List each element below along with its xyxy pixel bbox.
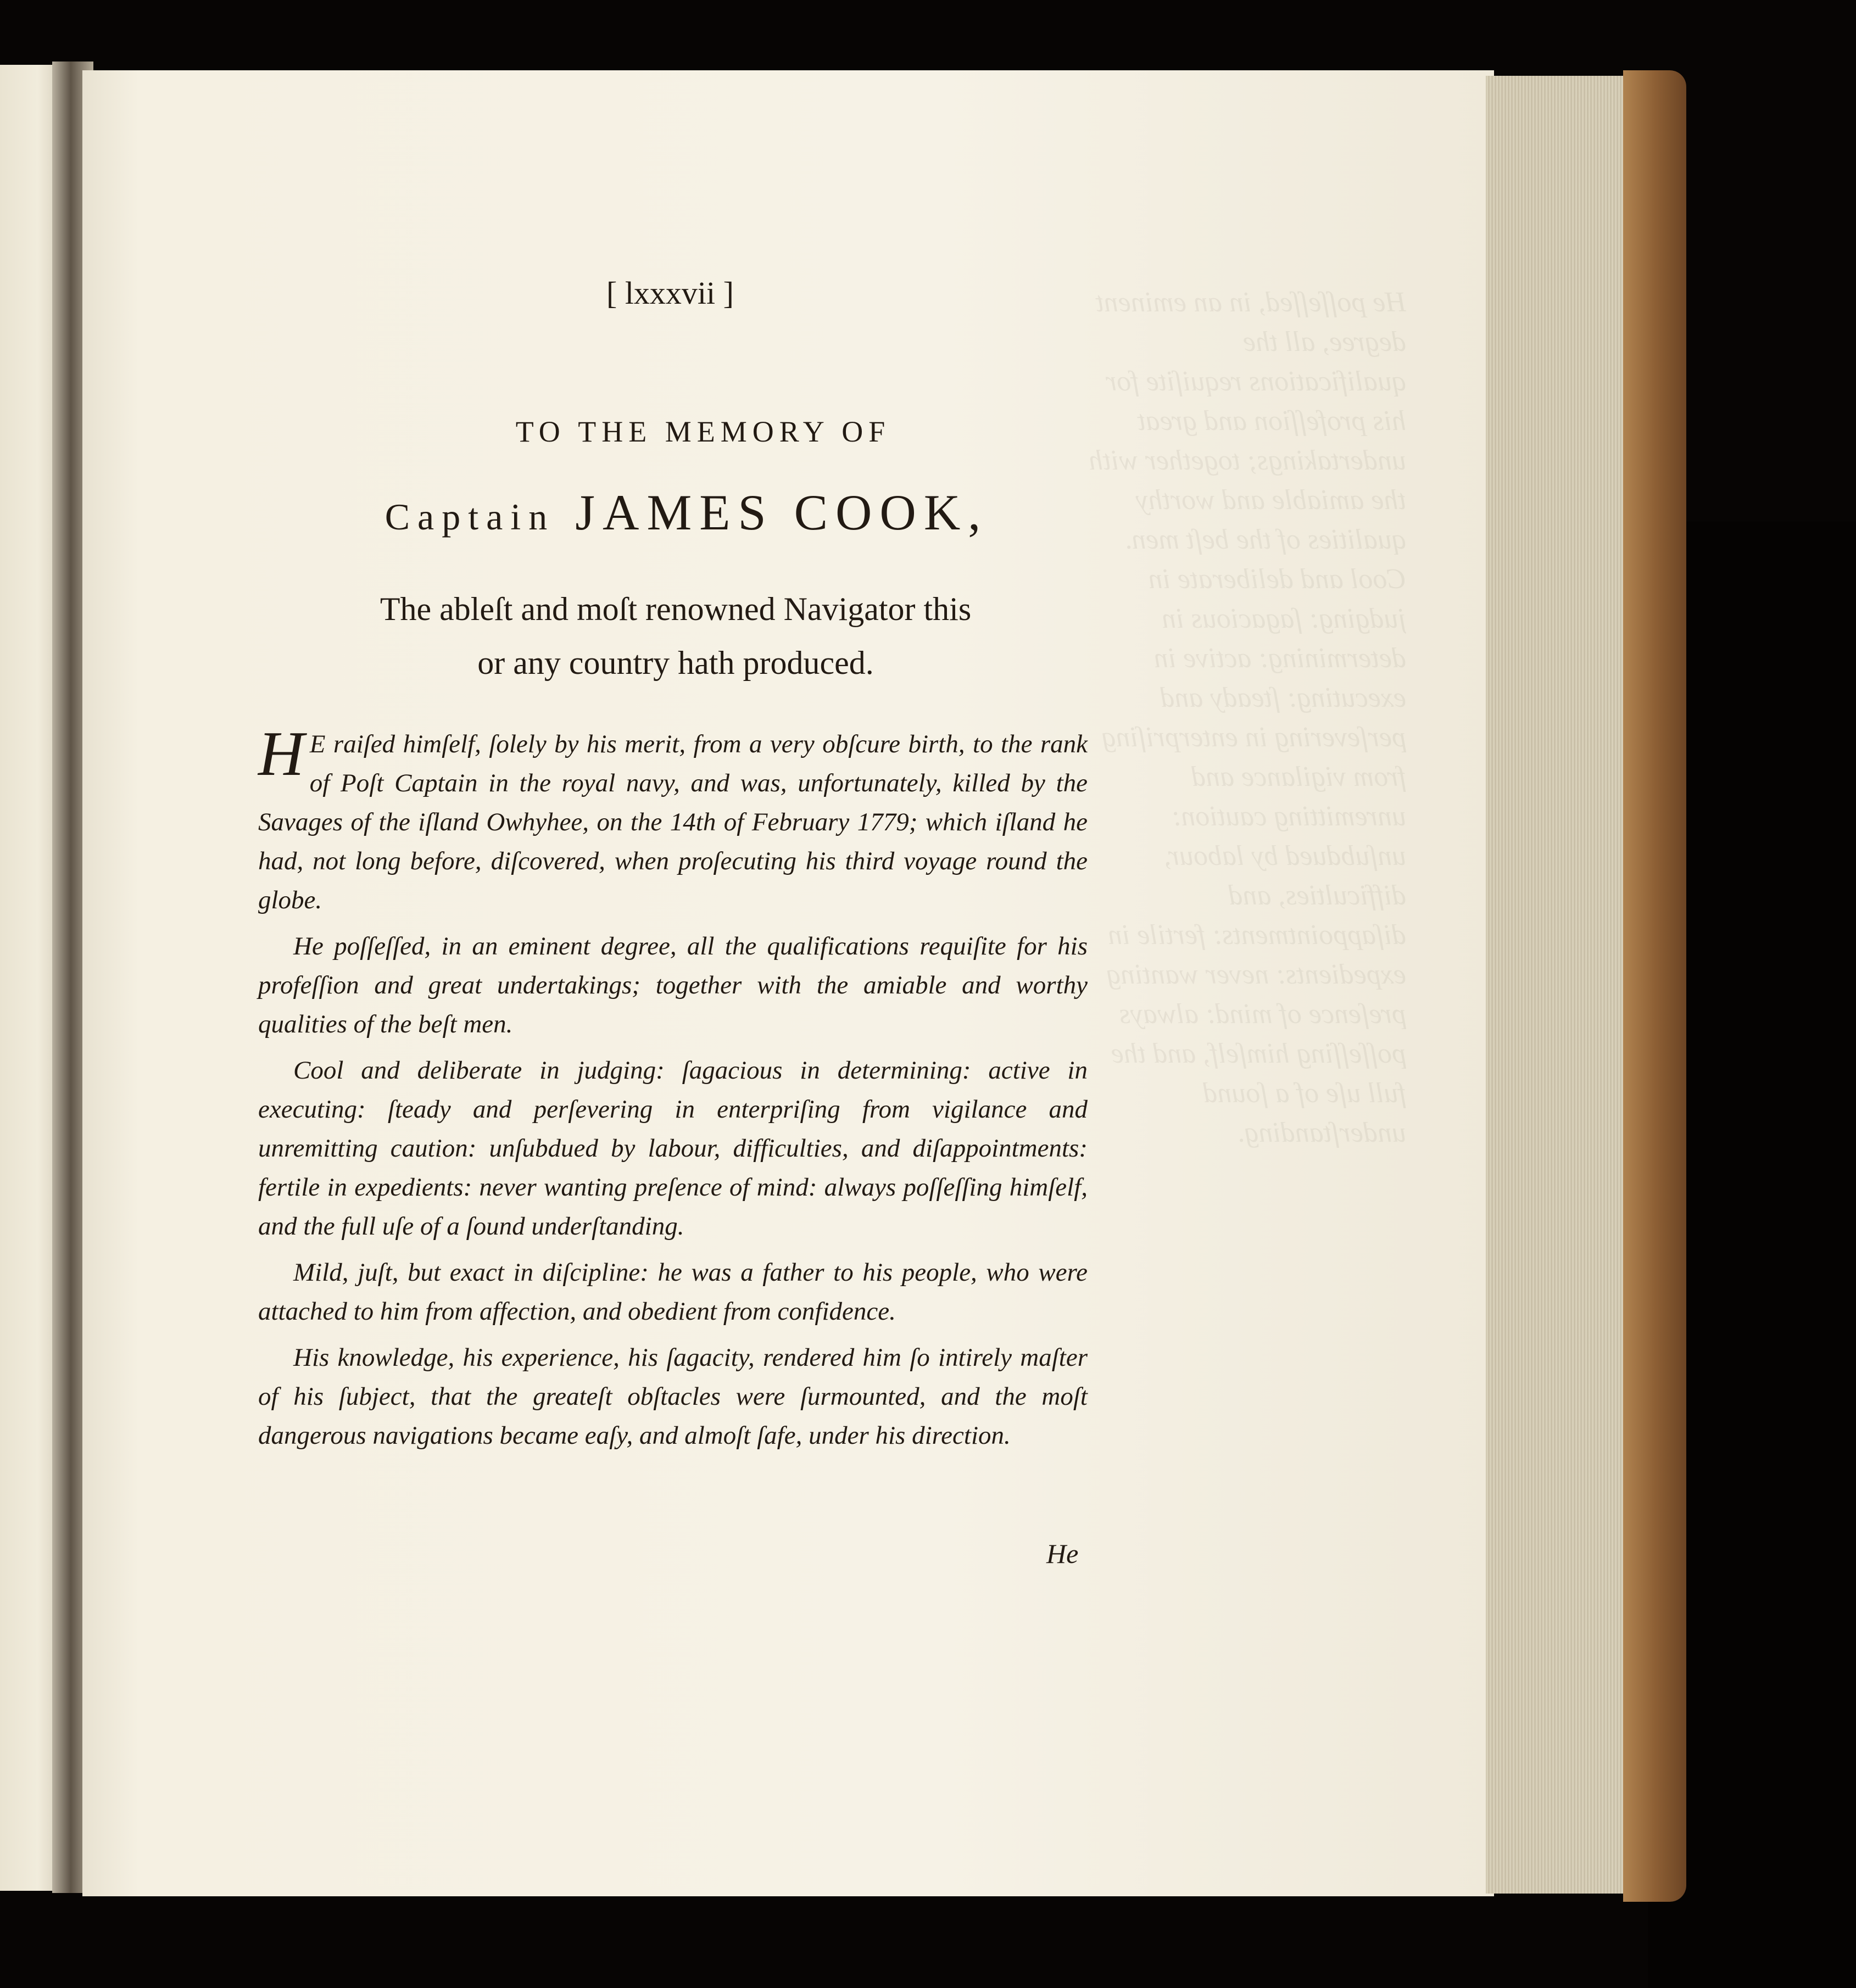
body-text (258, 719, 1088, 1462)
paragraph: He poſſeſſed, in an eminent degree, all the qualifications requiſite for his profeſſion and great undertakings; together with the amiable and worthy qualities of the beſt men. (258, 932, 1088, 1038)
captain-name: JAMES COOK, (575, 484, 989, 540)
captain-title: Captain (384, 496, 555, 538)
paragraph-text: E raiſed himſelf, ſolely by his merit, from a very obſcure birth, to the rank of Poſt Captain in the royal navy, and was, unfortunately, killed by the Savages of the iſland Owhyhee, on the 14th of February 1779; which iſland he had, not long before, diſcovered, when proſecuting his third voyage round the globe. (258, 730, 1088, 914)
drop-cap: H (258, 719, 304, 789)
leather-cover (1623, 70, 1686, 1902)
paragraph (258, 719, 1088, 920)
page-number: [ lxxxvii ] (606, 275, 734, 311)
subheading-line-2: or any country hath produced. (477, 645, 874, 681)
dedication-name (258, 483, 1115, 541)
paragraph: Cool and deliberate in judging: ſagacious in determining: active in executing: ſteady and perſevering in enterpriſing from vigilance and unremitting caution: unſubdued by labour, difficulties, and diſappointments: fertile in expedients: never wanting preſence of mind: always poſſeſſing himſelf, and the full uſe of a ſound underſtanding. (258, 1056, 1088, 1241)
dedication-subheading (275, 582, 1077, 690)
catchword: He (1046, 1538, 1079, 1569)
subheading-line-1: The ableſt and moſt renowned Navigator this (380, 591, 972, 627)
paragraph: His knowledge, his experience, his ſagacity, rendered him ſo intirely maſter of his ſubject, that the greateſt obſtacles were ſurmounted, and the moſt dangerous navigations became eaſy, and almoſt ſafe, under his direction. (258, 1343, 1088, 1450)
page-block-edge (1486, 76, 1626, 1894)
paragraph: Mild, juſt, but exact in diſcipline: he was a father to his people, who were attached to him from affection, and obedient from confidence. (258, 1258, 1088, 1326)
dedication-heading: TO THE MEMORY OF (515, 415, 891, 448)
show-through-text: He poſſeſſed, in an eminent degree, all the qualifications requiſite for his profeſſion and great undertakings; together with the amiable and worthy qualities of the beſt men. Cool and deliberate in judging: ſagacious in determining: active in executing: ſteady and perſevering in enterpriſing from vigilance and unremitting caution: unſubdued by labour, difficulties, and diſappointments: fertile in expedients: never wanting preſence of mind: always poſſeſſing himſelf, and the full uſe of a ſound underſtanding. (1089, 287, 1406, 1148)
